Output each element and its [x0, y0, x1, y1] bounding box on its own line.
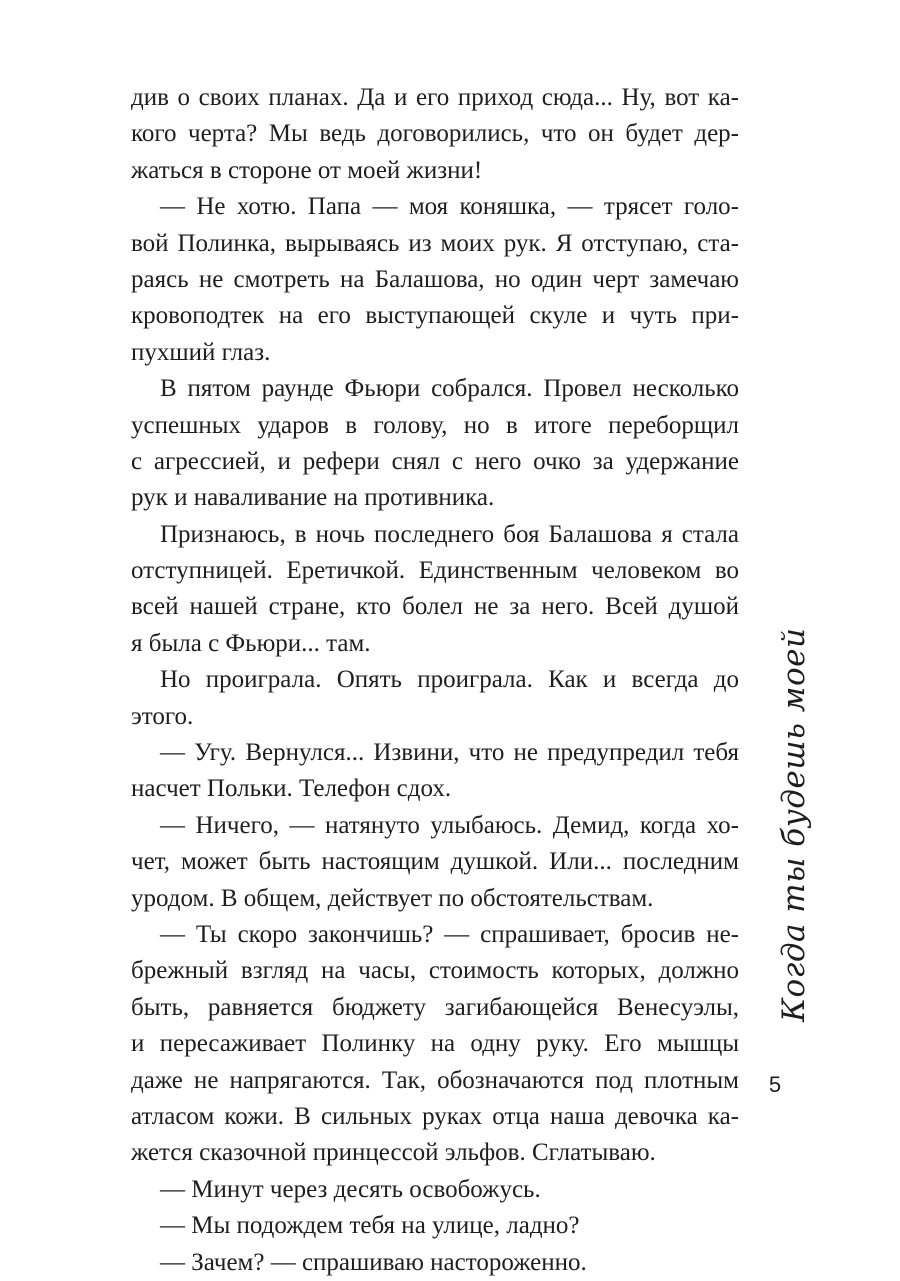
text-line: Признаюсь, в ночь последнего боя Балашова я стала [160, 520, 739, 548]
text-line: — Зачем? — спрашиваю настороженно. [160, 1248, 587, 1276]
text-line: — Минут через десять освобожусь. [160, 1175, 541, 1203]
text-line: даже не напрягаются. Так, обозначаются под плотным [131, 1066, 739, 1094]
text-line: Но проиграла. Опять проиграла. Как и всегда до [160, 666, 739, 694]
body-text [131, 80, 739, 1281]
text-line: — Угу. Вернулся... Извини, что не предупредил тебя [160, 739, 739, 767]
text-line: вой Полинка, вырываясь из моих рук. Я отступаю, ста- [131, 229, 739, 257]
text-line: — Ты скоро закончишь? — спрашивает, бросив не- [160, 920, 739, 948]
text-line: отступницей. Еретичкой. Единственным человеком во [131, 557, 739, 585]
text-line: уродом. В общем, действует по обстоятельствам. [131, 884, 654, 912]
text-line: насчет Польки. Телефон сдох. [131, 775, 452, 803]
text-line: — Ничего, — натянуто улыбаюсь. Демид, когда хо- [160, 811, 739, 839]
page-number: 5 [768, 1072, 782, 1097]
text-line: — Не хотю. Папа — моя коняшка, — трясет голо- [160, 193, 739, 221]
text-line: быть, равняется бюджету загибающейся Венесуэлы, [131, 993, 739, 1021]
text-line: жаться в стороне от моей жизни! [131, 156, 483, 184]
text-line: этого. [131, 702, 194, 730]
text-line: атласом кожи. В сильных руках отца наша девочка ка- [131, 1102, 739, 1130]
text-line: пухший глаз. [131, 338, 271, 366]
text-line: — Мы подождем тебя на улице, ладно? [160, 1212, 580, 1240]
running-title-text: Когда ты будешь моей [776, 627, 812, 1022]
text-line: с агрессией, и рефери снял с него очко за удержание [131, 447, 739, 475]
text-line: рук и наваливание на противника. [131, 484, 495, 512]
text-line: див о своих планах. Да и его приход сюда... Ну, вот ка- [131, 84, 739, 111]
text-line: кровоподтек на его выступающей скуле и чуть при- [131, 302, 739, 330]
text-line: брежный взгляд на часы, стоимость которых, должно [131, 957, 739, 985]
text-line: всей нашей стране, кто болел не за него. Всей душой [131, 593, 739, 621]
text-line: кого черта? Мы ведь договорились, что он будет дер- [131, 120, 739, 148]
text-line: я была с Фьюри... там. [131, 629, 371, 657]
text-line: В пятом раунде Фьюри собрался. Провел несколько [160, 375, 739, 403]
text-line: жется сказочной принцессой эльфов. Сглатываю. [131, 1139, 656, 1167]
text-line: и пересаживает Полинку на одну руку. Его мышцы [131, 1030, 739, 1058]
text-line: успешных ударов в голову, но в итоге переборщил [131, 411, 739, 439]
text-line: раясь не смотреть на Балашова, но один черт замечаю [131, 265, 739, 293]
text-line: чет, может быть настоящим душкой. Или... последним [131, 848, 739, 876]
